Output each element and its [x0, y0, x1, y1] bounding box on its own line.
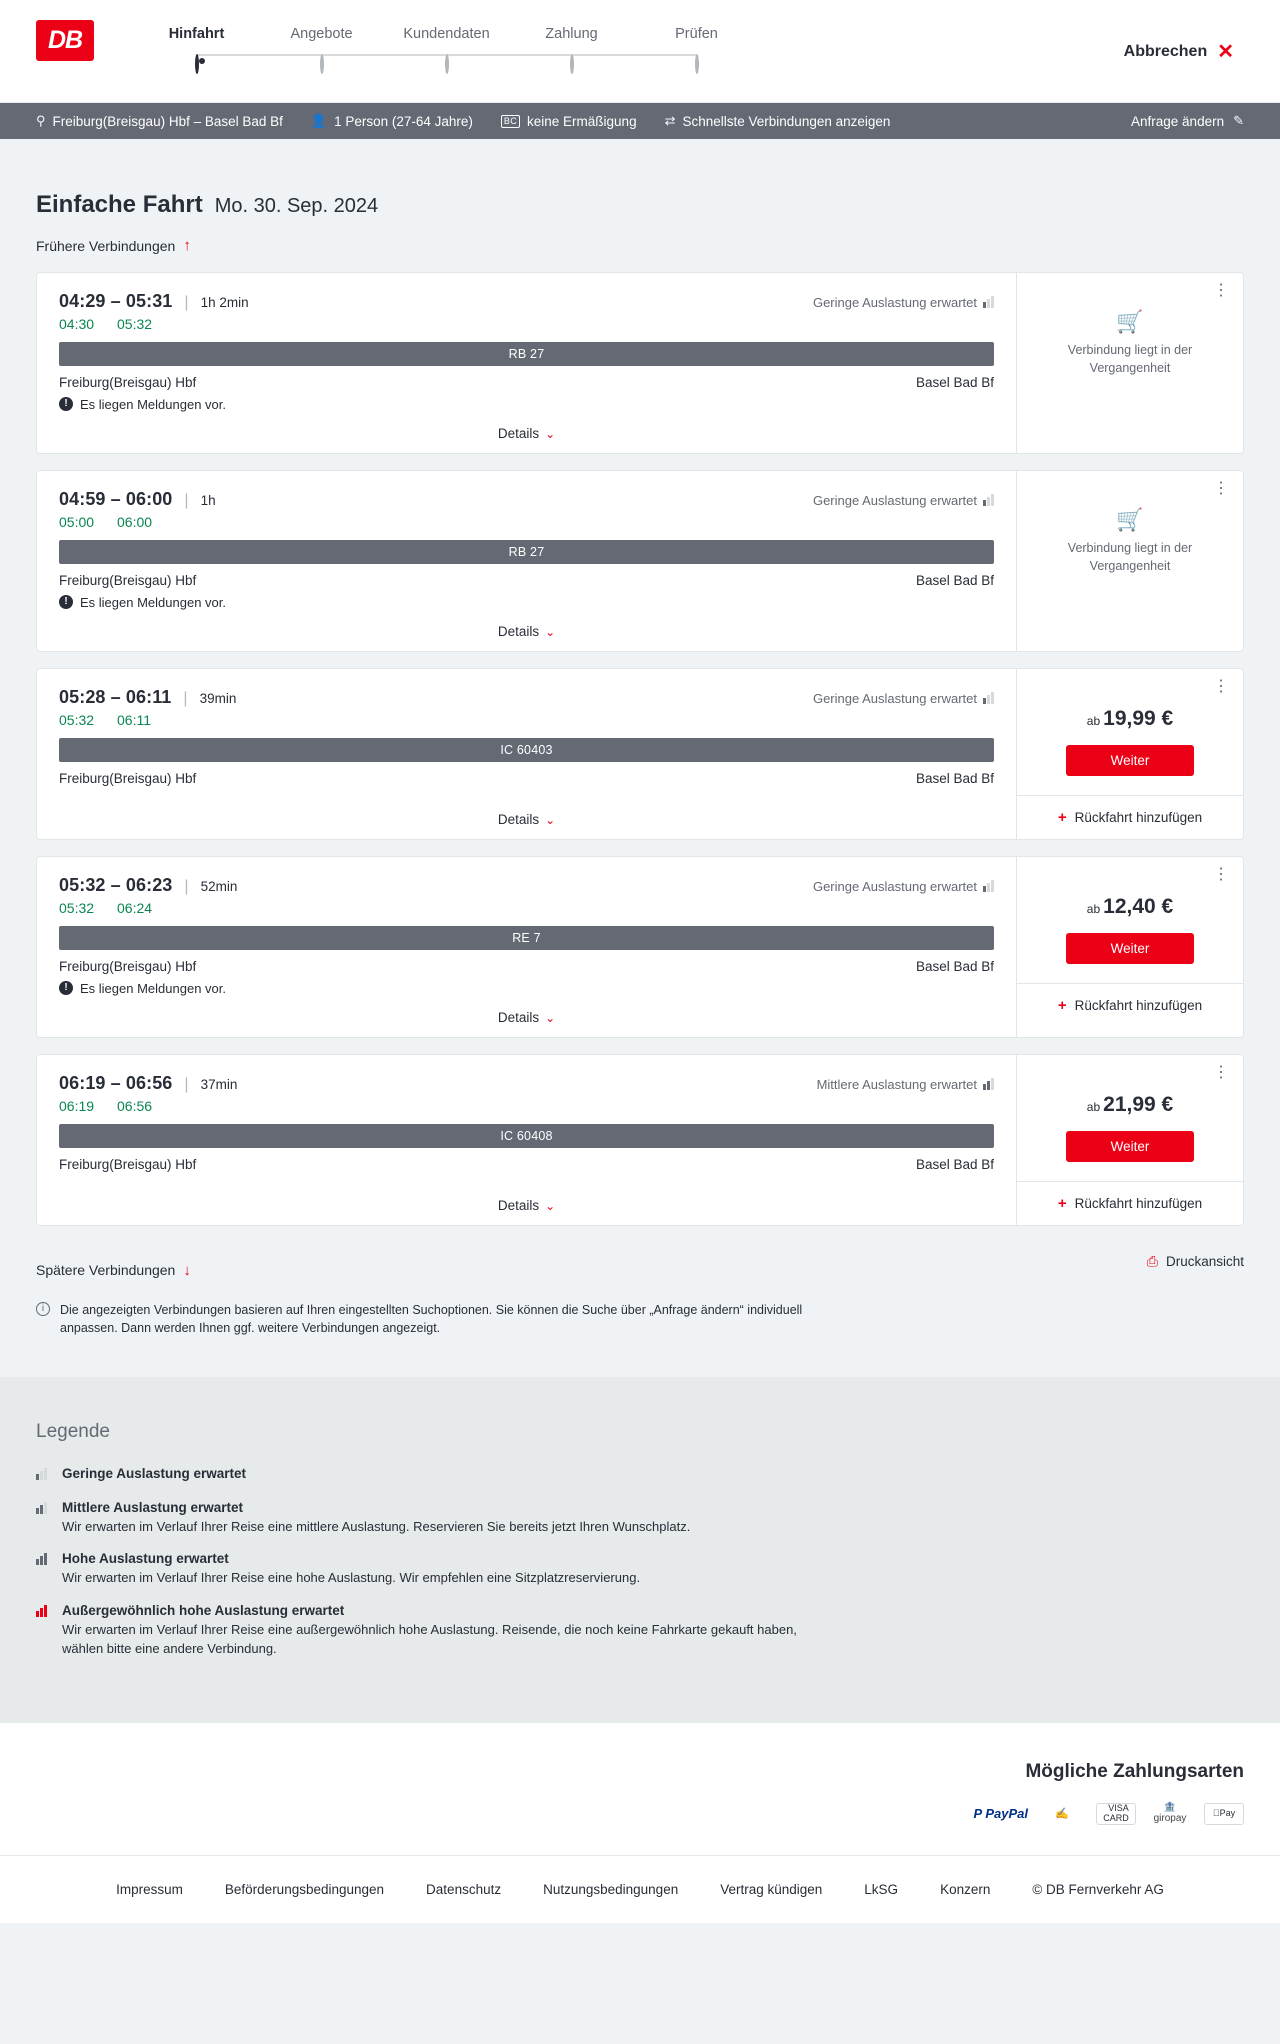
depart-time: 04:29: [59, 290, 106, 311]
db-logo: DB: [36, 20, 94, 61]
query-discount: [501, 114, 637, 129]
info-icon: i: [36, 1302, 50, 1316]
plus-icon: +: [1057, 808, 1067, 826]
connection-offer: [1017, 669, 1243, 839]
giropay-icon: 🏦 giropay: [1153, 1802, 1187, 1824]
connection-times: 04:59 – 06:00: [59, 488, 173, 509]
page-title: [36, 139, 1244, 219]
step-connector: [197, 54, 322, 56]
later-connections-button[interactable]: [36, 1262, 191, 1279]
connection-duration: 1h: [200, 492, 216, 508]
station-to: Basel Bad Bf: [915, 770, 994, 786]
realtime-depart: 05:00: [59, 513, 95, 530]
connection-header: [59, 875, 994, 896]
continue-button[interactable]: Weiter: [1066, 1131, 1194, 1162]
checkout-stepper: [134, 26, 759, 72]
footer-link[interactable]: Nutzungsbedingungen: [543, 1881, 679, 1897]
cart-disabled-icon: 🛒: [1116, 506, 1144, 532]
location-pin-icon: ⚲: [36, 113, 46, 128]
price-value: 21,99 €: [1103, 1092, 1174, 1116]
footer-link[interactable]: Datenschutz: [426, 1881, 502, 1897]
alert-icon: !: [59, 595, 73, 609]
cart-disabled-icon: 🛒: [1116, 308, 1144, 334]
print-view-button[interactable]: [1147, 1253, 1244, 1270]
utilization: [817, 1077, 994, 1092]
legend-item-title: Geringe Auslastung erwartet: [62, 1465, 247, 1481]
search-hint: [36, 1301, 826, 1337]
legend-item-title: Mittlere Auslastung erwartet: [62, 1499, 244, 1515]
divider: |: [184, 491, 189, 509]
site-footer: [0, 1855, 1280, 1923]
chevron-down-icon: ⌄: [545, 1198, 556, 1213]
depart-time: 05:32: [59, 874, 106, 895]
station-from: Freiburg(Breisgau) Hbf: [59, 374, 197, 390]
connection-duration: 1h 2min: [200, 294, 249, 310]
details-toggle[interactable]: [59, 996, 994, 1037]
connection-times: 04:29 – 05:31: [59, 290, 173, 311]
connection-list: [36, 272, 1244, 1226]
apple-pay-icon: Pay: [1204, 1803, 1244, 1825]
realtime-arrive: 06:00: [117, 513, 153, 530]
connection-card[interactable]: [36, 272, 1244, 454]
connection-notice[interactable]: [59, 595, 994, 610]
realtime-times: [59, 514, 994, 530]
page-title-text: Einfache Fahrt: [36, 191, 203, 218]
step-prüfen[interactable]: [634, 26, 759, 72]
step-kundendaten[interactable]: [384, 26, 509, 72]
add-return-trip-label: Rückfahrt hinzufügen: [1074, 809, 1203, 825]
utilization-label: Geringe Auslastung erwartet: [812, 492, 977, 508]
divider: |: [183, 689, 188, 707]
step-dot-icon: [570, 54, 574, 74]
past-connection-note: [1017, 507, 1243, 575]
step-dot-icon: [695, 54, 699, 74]
legend-section: [0, 1377, 1280, 1723]
realtime-times: [59, 900, 994, 916]
plus-icon: +: [1057, 1194, 1067, 1212]
utilization-bars-icon: [36, 1502, 47, 1514]
step-connector: [322, 54, 447, 56]
utilization-bars-icon: [983, 880, 994, 892]
payment-methods-section: [0, 1723, 1280, 1855]
connection-card[interactable]: [36, 470, 1244, 652]
connection-notice-label: Es liegen Meldungen vor.: [80, 980, 226, 996]
more-options-icon[interactable]: ⋮: [1213, 1063, 1229, 1081]
arrive-time: 06:00: [125, 488, 173, 509]
realtime-times: [59, 712, 994, 728]
footer-link[interactable]: Impressum: [116, 1881, 183, 1897]
connection-details: [37, 273, 1017, 453]
details-toggle[interactable]: [59, 1184, 994, 1225]
step-zahlung[interactable]: [509, 26, 634, 72]
swap-arrows-icon: ⇄: [664, 113, 676, 128]
details-label: Details: [497, 1197, 540, 1213]
realtime-times: [59, 1098, 994, 1114]
add-return-trip-button[interactable]: [1017, 983, 1243, 1027]
connection-stations: [59, 375, 994, 390]
train-line-bar: RB 27: [59, 540, 994, 564]
cancel-label: Abbrechen: [1123, 43, 1208, 60]
earlier-connections-button[interactable]: [36, 237, 191, 254]
connection-details: [37, 857, 1017, 1037]
details-label: Details: [497, 811, 540, 827]
legend-item: [36, 1465, 1244, 1485]
arrow-down-icon: ↓: [183, 1261, 191, 1279]
print-view-label: Druckansicht: [1165, 1253, 1244, 1269]
utilization-bars-icon: [36, 1468, 47, 1480]
connection-notice-label: Es liegen Meldungen vor.: [80, 396, 226, 412]
query-discount-label: keine Ermäßigung: [527, 113, 637, 129]
utilization: [813, 879, 994, 894]
price-prefix: ab: [1086, 1099, 1101, 1114]
realtime-arrive: 06:11: [117, 711, 151, 728]
person-icon: 👤: [310, 113, 328, 128]
station-from: Freiburg(Breisgau) Hbf: [59, 958, 197, 974]
chevron-down-icon: ⌄: [545, 812, 556, 827]
footer-copyright: © DB Fernverkehr AG: [1032, 1881, 1164, 1897]
train-line-bar: RE 7: [59, 926, 994, 950]
earlier-connections-label: Frühere Verbindungen: [36, 237, 176, 254]
utilization-bars-icon: [983, 494, 994, 506]
connection-header: [59, 687, 994, 708]
add-return-trip-label: Rückfahrt hinzufügen: [1074, 997, 1203, 1013]
connection-offer: [1017, 471, 1243, 651]
arrive-time: 06:23: [125, 874, 173, 895]
legend-item-desc: Wir erwarten im Verlauf Ihrer Reise eine hohe Auslastung. Wir empfehlen eine Sitzplatzreservierung.: [62, 1570, 641, 1586]
details-toggle[interactable]: [59, 412, 994, 453]
price-prefix: ab: [1086, 713, 1101, 728]
past-connection-label: Verbindung liegt in der Vergangenheit: [1067, 342, 1193, 375]
legend-utilization-icon: [36, 1602, 52, 1659]
legend-text: [62, 1465, 246, 1485]
step-label: Prüfen: [675, 26, 718, 42]
connection-stations: [59, 1157, 994, 1172]
price-block: [1087, 1093, 1173, 1117]
more-options-icon[interactable]: ⋮: [1213, 281, 1229, 299]
connection-notice[interactable]: [59, 397, 994, 412]
realtime-arrive: 06:56: [117, 1097, 153, 1114]
step-dot-icon: [195, 54, 199, 74]
utilization-bars-icon: [36, 1605, 47, 1617]
step-dot-icon: [445, 54, 449, 74]
price-value: 12,40 €: [1103, 894, 1174, 918]
connection-duration: 37min: [200, 1076, 238, 1092]
legend-text: [62, 1602, 822, 1659]
connection-header: [59, 1073, 994, 1094]
list-footer: [36, 1244, 1244, 1279]
station-to: Basel Bad Bf: [915, 958, 994, 974]
train-line-bar: IC 60403: [59, 738, 994, 762]
credit-card-icon: VISA CARD: [1096, 1803, 1136, 1825]
continue-button[interactable]: Weiter: [1066, 933, 1194, 964]
plus-icon: +: [1057, 996, 1067, 1014]
divider: |: [184, 1075, 189, 1093]
chevron-down-icon: ⌄: [545, 624, 556, 639]
arrive-time: 06:56: [125, 1072, 173, 1093]
connection-details: [37, 471, 1017, 651]
footer-link[interactable]: Vertrag kündigen: [720, 1881, 823, 1897]
connection-offer: [1017, 857, 1243, 1037]
arrow-up-icon: ↑: [183, 237, 191, 254]
station-from: Freiburg(Breisgau) Hbf: [59, 572, 197, 588]
connection-header: [59, 291, 994, 312]
depart-time: 05:28: [59, 686, 106, 707]
query-route: [36, 113, 283, 129]
station-from: Freiburg(Breisgau) Hbf: [59, 1156, 197, 1172]
depart-time: 04:59: [59, 488, 106, 509]
connection-notice[interactable]: [59, 981, 994, 996]
legend-item-desc: Wir erwarten im Verlauf Ihrer Reise eine mittlere Auslastung. Reservieren Sie bereits jetzt Ihren Wunschplatz.: [62, 1518, 691, 1534]
connection-stations: [59, 771, 994, 786]
connection-details: [37, 669, 1017, 839]
footer-link[interactable]: Beförderungsbedingungen: [224, 1881, 385, 1897]
realtime-depart: 05:32: [59, 711, 95, 728]
alert-icon: !: [59, 981, 73, 995]
edit-query-button[interactable]: [1131, 113, 1244, 129]
legend-text: [62, 1499, 690, 1537]
past-connection-note: [1017, 309, 1243, 377]
payment-icons: [36, 1803, 1244, 1825]
legend-item: [36, 1550, 1244, 1588]
legend-text: [62, 1550, 640, 1588]
query-passengers-label: 1 Person (27-64 Jahre): [334, 113, 473, 129]
add-return-trip-button[interactable]: [1017, 795, 1243, 839]
connection-header: [59, 489, 994, 510]
connection-offer: [1017, 1055, 1243, 1225]
legend-item-title: Außergewöhnlich hohe Auslastung erwartet: [62, 1602, 345, 1618]
price-block: [1087, 707, 1173, 731]
legend-item: [36, 1602, 1244, 1659]
divider: |: [184, 293, 189, 311]
price-prefix: ab: [1086, 901, 1101, 916]
realtime-depart: 05:32: [59, 899, 95, 916]
details-toggle[interactable]: [59, 798, 994, 839]
utilization-bars-icon: [983, 296, 994, 308]
details-label: Details: [497, 425, 540, 441]
connection-offer: [1017, 273, 1243, 453]
connection-times: 05:32 – 06:23: [59, 874, 173, 895]
realtime-arrive: 06:24: [117, 899, 153, 916]
realtime-depart: 04:30: [59, 315, 95, 332]
alert-icon: !: [59, 397, 73, 411]
legend-items: [36, 1465, 1244, 1659]
legend-utilization-icon: [36, 1499, 52, 1537]
legend-item: [36, 1499, 1244, 1537]
utilization-bars-icon: [983, 1078, 994, 1090]
utilization: [813, 295, 994, 310]
add-return-trip-button[interactable]: [1017, 1181, 1243, 1225]
price-value: 19,99 €: [1103, 706, 1174, 730]
utilization-label: Geringe Auslastung erwartet: [812, 878, 977, 894]
step-connector: [447, 54, 572, 56]
connection-duration: 52min: [200, 878, 238, 894]
footer-link[interactable]: LkSG: [864, 1881, 899, 1897]
utilization-label: Geringe Auslastung erwartet: [812, 294, 977, 310]
more-options-icon[interactable]: ⋮: [1213, 677, 1229, 695]
connection-stations: [59, 573, 994, 588]
utilization-bars-icon: [36, 1553, 47, 1565]
legend-item-desc: Wir erwarten im Verlauf Ihrer Reise eine außergewöhnlich hohe Auslastung. Reisende, die noch keine Fahrkarte gekauft haben, wählen bitte eine andere Verbindung.: [62, 1621, 797, 1657]
connection-card[interactable]: [36, 1054, 1244, 1226]
train-line-bar: RB 27: [59, 342, 994, 366]
utilization: [813, 493, 994, 508]
connection-notice-label: Es liegen Meldungen vor.: [80, 594, 226, 610]
chevron-down-icon: ⌄: [545, 1010, 556, 1025]
station-to: Basel Bad Bf: [915, 374, 994, 390]
station-to: Basel Bad Bf: [915, 572, 994, 588]
connection-duration: 39min: [199, 690, 237, 706]
edit-query-label: Anfrage ändern: [1131, 113, 1225, 129]
later-connections-label: Spätere Verbindungen: [36, 1262, 176, 1278]
connection-card[interactable]: [36, 856, 1244, 1038]
query-passengers: [311, 113, 473, 129]
pencil-icon: ✎: [1233, 113, 1244, 128]
more-options-icon[interactable]: ⋮: [1213, 479, 1229, 497]
step-dot-icon: [320, 54, 324, 74]
train-line-bar: IC 60408: [59, 1124, 994, 1148]
depart-time: 06:19: [59, 1072, 106, 1093]
realtime-depart: 06:19: [59, 1097, 95, 1114]
divider: |: [184, 877, 189, 895]
past-connection-label: Verbindung liegt in der Vergangenheit: [1067, 540, 1193, 573]
query-route-label: Freiburg(Breisgau) Hbf – Basel Bad Bf: [52, 113, 283, 129]
legend-utilization-icon: [36, 1465, 52, 1485]
query-summary-bar: [0, 103, 1280, 139]
arrive-time: 05:31: [125, 290, 173, 311]
cancel-button[interactable]: [1124, 42, 1234, 62]
query-options: [665, 113, 891, 129]
legend-utilization-icon: [36, 1550, 52, 1588]
connection-card[interactable]: [36, 668, 1244, 840]
step-label: Kundendaten: [403, 26, 490, 42]
direct-debit-icon: ✍: [1055, 1808, 1069, 1821]
paypal-icon: P PayPal: [973, 1806, 1028, 1822]
connection-stations: [59, 959, 994, 974]
utilization: [813, 691, 994, 706]
main-content: [0, 139, 1280, 1377]
more-options-icon[interactable]: ⋮: [1213, 865, 1229, 883]
utilization-bars-icon: [983, 692, 994, 704]
page-title-date: Mo. 30. Sep. 2024: [214, 195, 379, 217]
footer-link[interactable]: Konzern: [940, 1881, 991, 1897]
utilization-label: Geringe Auslastung erwartet: [812, 690, 977, 706]
search-hint-text: Die angezeigten Verbindungen basieren auf Ihren eingestellten Suchoptionen. Sie können die Suche über „Anfrage ändern“ individuell anpassen. Dann werden Ihnen ggf. weitere Verbindungen angezeigt.: [60, 1302, 803, 1335]
station-from: Freiburg(Breisgau) Hbf: [59, 770, 197, 786]
utilization-label: Mittlere Auslastung erwartet: [816, 1076, 977, 1092]
step-angebote[interactable]: [259, 26, 384, 72]
details-toggle[interactable]: [59, 610, 994, 651]
close-icon: ✕: [1217, 41, 1234, 63]
step-label: Hinfahrt: [168, 26, 225, 42]
payment-methods-title: Mögliche Zahlungsarten: [1025, 1760, 1244, 1782]
step-label: Angebote: [290, 26, 353, 42]
step-connector: [572, 54, 697, 56]
add-return-trip-label: Rückfahrt hinzufügen: [1074, 1195, 1203, 1211]
realtime-times: [59, 316, 994, 332]
details-label: Details: [497, 1009, 540, 1025]
connection-times: 06:19 – 06:56: [59, 1072, 173, 1093]
printer-icon: ⎙: [1146, 1252, 1158, 1269]
details-label: Details: [497, 623, 540, 639]
station-to: Basel Bad Bf: [915, 1156, 994, 1172]
arrive-time: 06:11: [125, 686, 172, 707]
bahncard-icon: BC: [501, 115, 520, 128]
app-header: [0, 0, 1280, 103]
realtime-arrive: 05:32: [117, 315, 153, 332]
step-label: Zahlung: [545, 26, 598, 42]
continue-button[interactable]: Weiter: [1066, 745, 1194, 776]
connection-times: 05:28 – 06:11: [59, 686, 172, 707]
step-hinfahrt[interactable]: [134, 26, 259, 72]
query-options-label: Schnellste Verbindungen anzeigen: [682, 113, 891, 129]
legend-title: Legende: [36, 1420, 110, 1442]
chevron-down-icon: ⌄: [545, 426, 556, 441]
price-block: [1087, 895, 1173, 919]
legend-item-title: Hohe Auslastung erwartet: [62, 1551, 229, 1567]
connection-details: [37, 1055, 1017, 1225]
